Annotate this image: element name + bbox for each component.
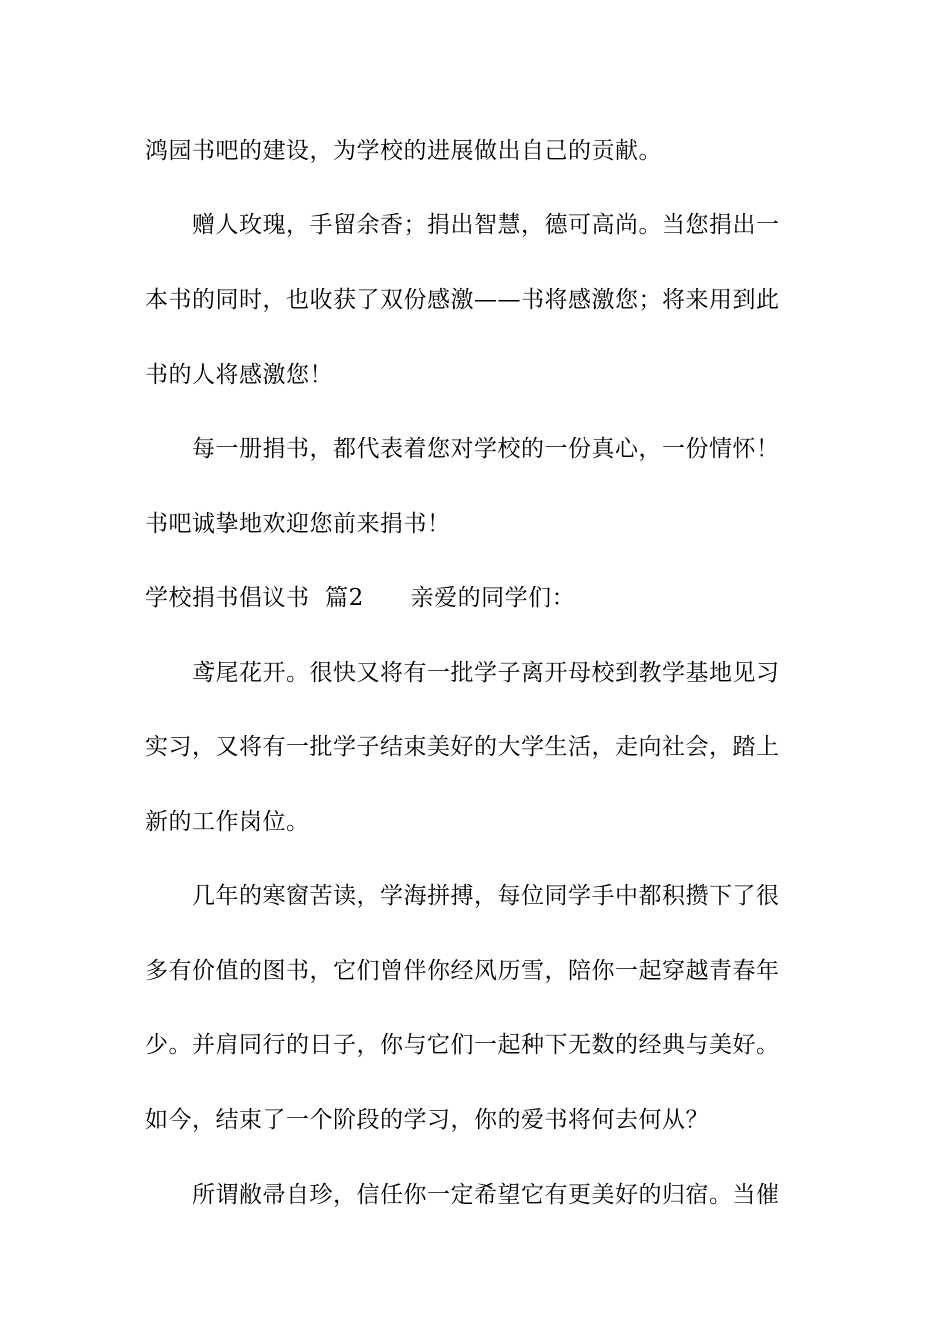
text-line: 新的工作岗位。 bbox=[145, 809, 310, 835]
text-line: 多有价值的图书，它们曾伴你经风历雪，陪你一起穿越青春年 bbox=[145, 958, 780, 984]
section-heading: 学校捐书倡议书 篇2 亲爱的同学们： bbox=[145, 585, 576, 611]
text-line: 实习，又将有一批学子结束美好的大学生活，走向社会，踏上 bbox=[145, 734, 780, 760]
text-line: 书的人将感激您！ bbox=[145, 362, 333, 388]
text-line: 本书的同时，也收获了双份感激——书将感激您；将来用到此 bbox=[145, 287, 780, 313]
text-line: 几年的寒窗苦读，学海拼搏，每位同学手中都积攒下了很 bbox=[192, 883, 780, 909]
text-line: 每一册捐书，都代表着您对学校的一份真心，一份情怀！ bbox=[192, 436, 780, 462]
text-line: 鸿园书吧的建设，为学校的进展做出自己的贡献。 bbox=[145, 138, 662, 164]
text-line: 鸢尾花开。很快又将有一批学子离开母校到教学基地见习 bbox=[192, 660, 780, 686]
text-line: 所谓敝帚自珍，信任你一定希望它有更美好的归宿。当催 bbox=[192, 1182, 780, 1208]
text-line: 少。并肩同行的日子，你与它们一起种下无数的经典与美好。 bbox=[145, 1032, 780, 1058]
text-line: 赠人玫瑰，手留余香；捐出智慧，德可高尚。当您捐出一 bbox=[192, 212, 780, 238]
text-line: 如今，结束了一个阶段的学习，你的爱书将何去何从？ bbox=[145, 1107, 709, 1133]
text-line: 书吧诚挚地欢迎您前来捐书！ bbox=[145, 511, 451, 537]
